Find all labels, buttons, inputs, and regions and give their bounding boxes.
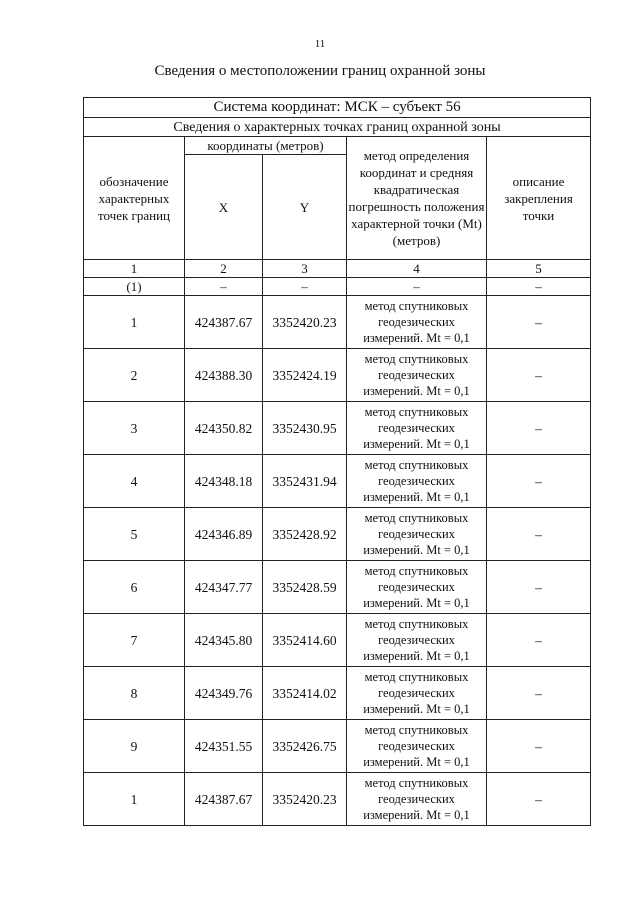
method-cell: метод спутниковых геодезических измерений. Mt = 0,1 bbox=[347, 296, 487, 349]
contour-cell: – bbox=[263, 278, 347, 296]
table-row bbox=[84, 402, 591, 455]
contour-cell: – bbox=[185, 278, 263, 296]
description-cell: – bbox=[487, 349, 591, 402]
header-x: X bbox=[185, 155, 263, 260]
coordinate-system-header: Система координат: МСК – субъект 56 bbox=[84, 98, 591, 118]
page-number: 11 bbox=[314, 38, 326, 50]
column-number: 5 bbox=[487, 260, 591, 278]
header-coordinates: координаты (метров) bbox=[185, 137, 347, 155]
y-coordinate-cell: 3352420.23 bbox=[263, 773, 347, 826]
header-point-designation: обозначение характерных точек границ bbox=[84, 137, 185, 260]
x-coordinate-cell: 424345.80 bbox=[185, 614, 263, 667]
y-coordinate-cell: 3352424.19 bbox=[263, 349, 347, 402]
header-method: метод определения координат и средняя квадратическая погрешность положения характерной точки (Mt) (метров) bbox=[347, 137, 487, 260]
x-coordinate-cell: 424350.82 bbox=[185, 402, 263, 455]
document-title: Сведения о местоположении границ охранной зоны bbox=[154, 63, 486, 79]
column-number-row bbox=[84, 260, 591, 278]
point-id-cell: 9 bbox=[84, 720, 185, 773]
column-number: 4 bbox=[347, 260, 487, 278]
description-cell: – bbox=[487, 455, 591, 508]
table-row bbox=[84, 720, 591, 773]
method-cell: метод спутниковых геодезических измерений. Mt = 0,1 bbox=[347, 455, 487, 508]
table-row bbox=[84, 773, 591, 826]
point-id-cell: 2 bbox=[84, 349, 185, 402]
description-cell: – bbox=[487, 296, 591, 349]
point-id-cell: 6 bbox=[84, 561, 185, 614]
point-id-cell: 7 bbox=[84, 614, 185, 667]
point-id-cell: 4 bbox=[84, 455, 185, 508]
contour-label: (1) bbox=[84, 278, 185, 296]
column-number: 3 bbox=[263, 260, 347, 278]
y-coordinate-cell: 3352430.95 bbox=[263, 402, 347, 455]
method-cell: метод спутниковых геодезических измерений. Mt = 0,1 bbox=[347, 402, 487, 455]
description-cell: – bbox=[487, 720, 591, 773]
y-coordinate-cell: 3352428.92 bbox=[263, 508, 347, 561]
x-coordinate-cell: 424348.18 bbox=[185, 455, 263, 508]
y-coordinate-cell: 3352431.94 bbox=[263, 455, 347, 508]
y-coordinate-cell: 3352426.75 bbox=[263, 720, 347, 773]
table-row bbox=[84, 349, 591, 402]
column-number: 2 bbox=[185, 260, 263, 278]
y-coordinate-cell: 3352428.59 bbox=[263, 561, 347, 614]
x-coordinate-cell: 424388.30 bbox=[185, 349, 263, 402]
contour-cell: – bbox=[487, 278, 591, 296]
x-coordinate-cell: 424346.89 bbox=[185, 508, 263, 561]
boundary-points-table bbox=[83, 97, 591, 826]
contour-row bbox=[84, 278, 591, 296]
x-coordinate-cell: 424347.77 bbox=[185, 561, 263, 614]
method-cell: метод спутниковых геодезических измерений. Mt = 0,1 bbox=[347, 614, 487, 667]
point-id-cell: 1 bbox=[84, 296, 185, 349]
point-id-cell: 8 bbox=[84, 667, 185, 720]
description-cell: – bbox=[487, 402, 591, 455]
table-row bbox=[84, 561, 591, 614]
table-row bbox=[84, 667, 591, 720]
y-coordinate-cell: 3352420.23 bbox=[263, 296, 347, 349]
point-id-cell: 5 bbox=[84, 508, 185, 561]
header-description: описание закрепления точки bbox=[487, 137, 591, 260]
y-coordinate-cell: 3352414.02 bbox=[263, 667, 347, 720]
y-coordinate-cell: 3352414.60 bbox=[263, 614, 347, 667]
points-info-header: Сведения о характерных точках границ охранной зоны bbox=[84, 118, 591, 137]
description-cell: – bbox=[487, 773, 591, 826]
table-row bbox=[84, 614, 591, 667]
column-number: 1 bbox=[84, 260, 185, 278]
x-coordinate-cell: 424351.55 bbox=[185, 720, 263, 773]
x-coordinate-cell: 424387.67 bbox=[185, 773, 263, 826]
table-row bbox=[84, 508, 591, 561]
description-cell: – bbox=[487, 667, 591, 720]
description-cell: – bbox=[487, 614, 591, 667]
x-coordinate-cell: 424387.67 bbox=[185, 296, 263, 349]
point-id-cell: 3 bbox=[84, 402, 185, 455]
x-coordinate-cell: 424349.76 bbox=[185, 667, 263, 720]
header-y: Y bbox=[263, 155, 347, 260]
method-cell: метод спутниковых геодезических измерений. Mt = 0,1 bbox=[347, 773, 487, 826]
table-row bbox=[84, 455, 591, 508]
point-id-cell: 1 bbox=[84, 773, 185, 826]
description-cell: – bbox=[487, 508, 591, 561]
method-cell: метод спутниковых геодезических измерений. Mt = 0,1 bbox=[347, 349, 487, 402]
method-cell: метод спутниковых геодезических измерений. Mt = 0,1 bbox=[347, 667, 487, 720]
description-cell: – bbox=[487, 561, 591, 614]
method-cell: метод спутниковых геодезических измерений. Mt = 0,1 bbox=[347, 508, 487, 561]
contour-cell: – bbox=[347, 278, 487, 296]
method-cell: метод спутниковых геодезических измерений. Mt = 0,1 bbox=[347, 561, 487, 614]
method-cell: метод спутниковых геодезических измерений. Mt = 0,1 bbox=[347, 720, 487, 773]
table-row bbox=[84, 296, 591, 349]
